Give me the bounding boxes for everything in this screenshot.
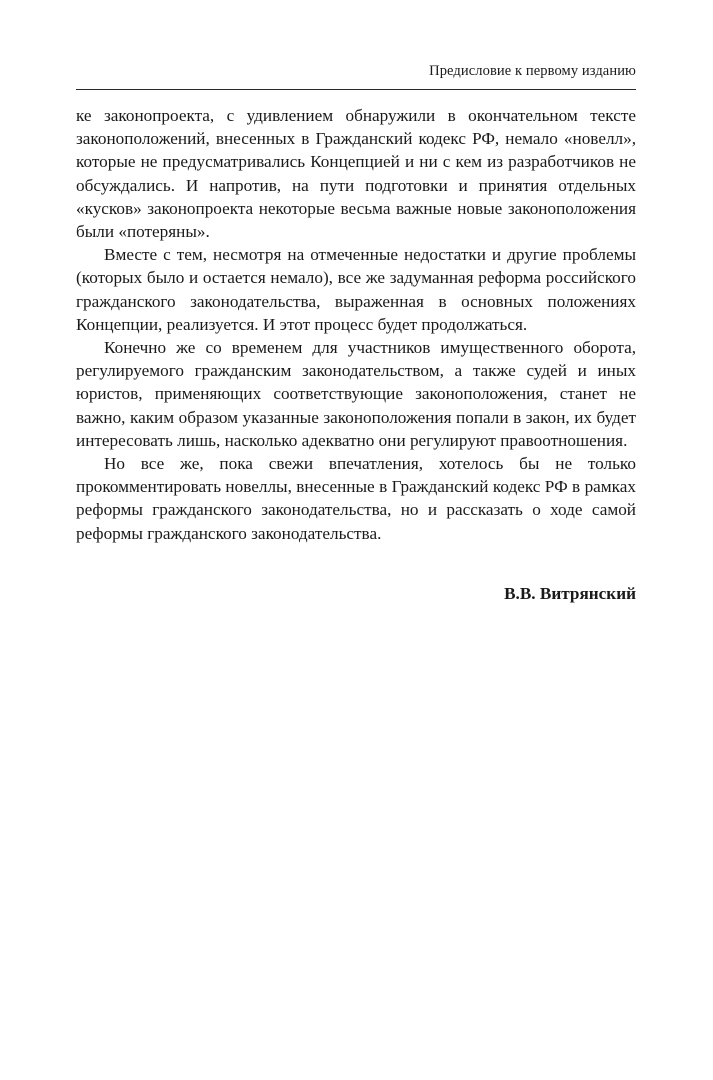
- paragraph: Конечно же со временем для участников имущественного оборота, регулируемого гражданским законодательством, а также судей и иных юристов, применяющих соответствующие законоположения, станет не важно, каким образом указанные законоположения попали в закон, их будет интересовать лишь, насколько адекватно они регулируют правоотношения.: [76, 338, 636, 450]
- running-header: Предисловие к первому изданию: [429, 63, 636, 79]
- paragraph: Но все же, пока свежи впечатления, хотелось бы не только прокомментировать новеллы, внесенные в Гражданский кодекс РФ в рамках реформы гражданского законодательства, но и рассказать о ходе самой реформы гражданского законодательства.: [76, 454, 636, 543]
- author-signature: В.В. Витрянский: [504, 584, 636, 603]
- paragraph-continuation: ке законопроекта, с удивлением обнаружили в окончательном тексте законоположений, внесенных в Гражданский кодекс РФ, немало «новелл», которые не предусматривались Концепцией и ни с кем из разработчиков не обсуждались. И напротив, на пути подготовки и принятия отдельных «кусков» законопроекта некоторые весьма важные новые законоположения были «потеряны».: [76, 106, 636, 242]
- header-rule: [76, 89, 636, 90]
- body-text: [76, 104, 636, 545]
- paragraph: Вместе с тем, несмотря на отмеченные недостатки и другие проблемы (которых было и остается немало), все же задуманная реформа российского гражданского законодательства, выраженная в основных положениях Концепции, реализуется. И этот процесс будет продолжаться.: [76, 245, 636, 334]
